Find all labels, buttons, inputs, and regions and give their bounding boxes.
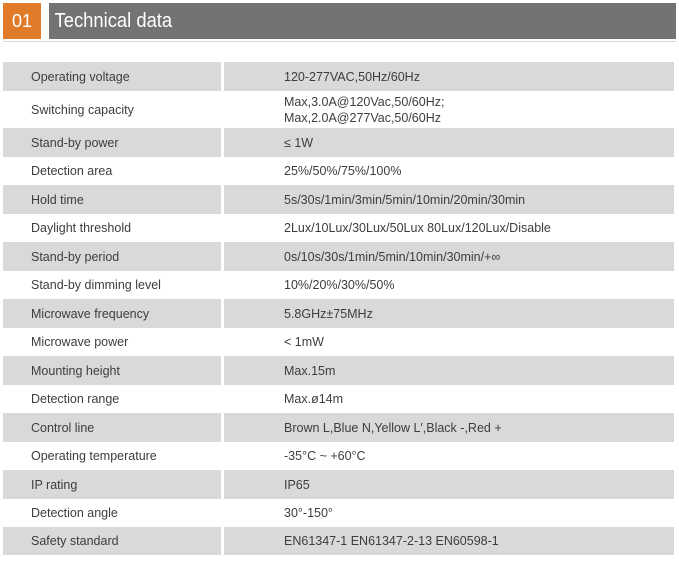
spec-value — [221, 527, 674, 555]
spec-label: Detection angle — [3, 499, 221, 527]
spec-value — [221, 328, 674, 356]
spec-value — [221, 157, 674, 185]
spec-label: Stand-by power — [3, 128, 221, 157]
spec-value-line: Max.15m — [284, 363, 336, 378]
spec-value — [221, 499, 674, 527]
spec-label: Microwave power — [3, 328, 221, 356]
spec-value — [221, 356, 674, 385]
spec-value-line: 2Lux/10Lux/30Lux/50Lux 80Lux/120Lux/Disable — [284, 221, 551, 235]
spec-label: Detection range — [3, 385, 221, 413]
spec-value — [221, 242, 674, 271]
section-header — [3, 3, 676, 39]
spec-label: Switching capacity — [3, 91, 221, 128]
section-title: Technical data — [54, 9, 173, 32]
spec-value-line: < 1mW — [284, 335, 324, 349]
spec-value-line: 25%/50%/75%/100% — [284, 164, 402, 178]
section-number: 01 — [3, 3, 41, 39]
table-row — [3, 356, 674, 385]
spec-value — [221, 128, 674, 157]
spec-value-line: 0s/10s/30s/1min/5min/10min/30min/+∞ — [284, 249, 501, 264]
spec-label: IP rating — [3, 470, 221, 499]
table-row — [3, 91, 674, 128]
table-row — [3, 157, 674, 185]
table-row — [3, 299, 674, 328]
header-divider — [3, 41, 676, 42]
spec-label: Safety standard — [3, 527, 221, 555]
spec-value — [221, 385, 674, 413]
spec-table — [3, 62, 674, 555]
table-row — [3, 328, 674, 356]
spec-value-line: Max,3.0A@120Vac,50/60Hz; — [284, 94, 445, 109]
spec-value-line: ≤ 1W — [284, 135, 314, 150]
header-gap — [41, 3, 49, 39]
spec-value-line: EN61347-1 EN61347-2-13 EN60598-1 — [284, 534, 499, 548]
spec-label: Daylight threshold — [3, 214, 221, 242]
spec-label: Operating temperature — [3, 442, 221, 470]
spec-value-line: 30°-150° — [284, 506, 333, 520]
spec-value-line: 120-277VAC,50Hz/60Hz — [284, 69, 420, 84]
spec-label: Operating voltage — [3, 62, 221, 91]
table-row — [3, 185, 674, 214]
spec-value — [221, 470, 674, 499]
spec-label: Detection area — [3, 157, 221, 185]
spec-value-line: Brown L,Blue N,Yellow L′,Black -,Red + — [284, 420, 502, 435]
spec-value-line: Max.ø14m — [284, 392, 344, 406]
spec-label: Control line — [3, 413, 221, 442]
spec-value — [221, 185, 674, 214]
table-row — [3, 242, 674, 271]
table-row — [3, 128, 674, 157]
spec-label: Stand-by dimming level — [3, 271, 221, 299]
spec-label: Hold time — [3, 185, 221, 214]
spec-value-line: 5.8GHz±75MHz — [284, 306, 373, 321]
spec-label: Mounting height — [3, 356, 221, 385]
table-row — [3, 413, 674, 442]
spec-value-line: -35°C ~ +60°C — [284, 449, 366, 463]
spec-value — [221, 62, 674, 91]
table-row — [3, 214, 674, 242]
spec-label: Stand-by period — [3, 242, 221, 271]
spec-value-line: IP65 — [284, 477, 310, 492]
spec-value — [221, 299, 674, 328]
spec-value-line: Max,2.0A@277Vac,50/60Hz — [284, 110, 441, 125]
spec-value — [221, 442, 674, 470]
table-row — [3, 271, 674, 299]
table-row — [3, 527, 674, 555]
spec-value-line: 5s/30s/1min/3min/5min/10min/20min/30min — [284, 192, 526, 207]
table-row — [3, 385, 674, 413]
spec-value-line: 10%/20%/30%/50% — [284, 278, 395, 292]
spec-value — [221, 271, 674, 299]
spec-value — [221, 413, 674, 442]
table-row — [3, 62, 674, 91]
table-row — [3, 442, 674, 470]
table-row — [3, 470, 674, 499]
spec-label: Microwave frequency — [3, 299, 221, 328]
spec-value — [221, 91, 674, 128]
table-row — [3, 499, 674, 527]
spec-value — [221, 214, 674, 242]
